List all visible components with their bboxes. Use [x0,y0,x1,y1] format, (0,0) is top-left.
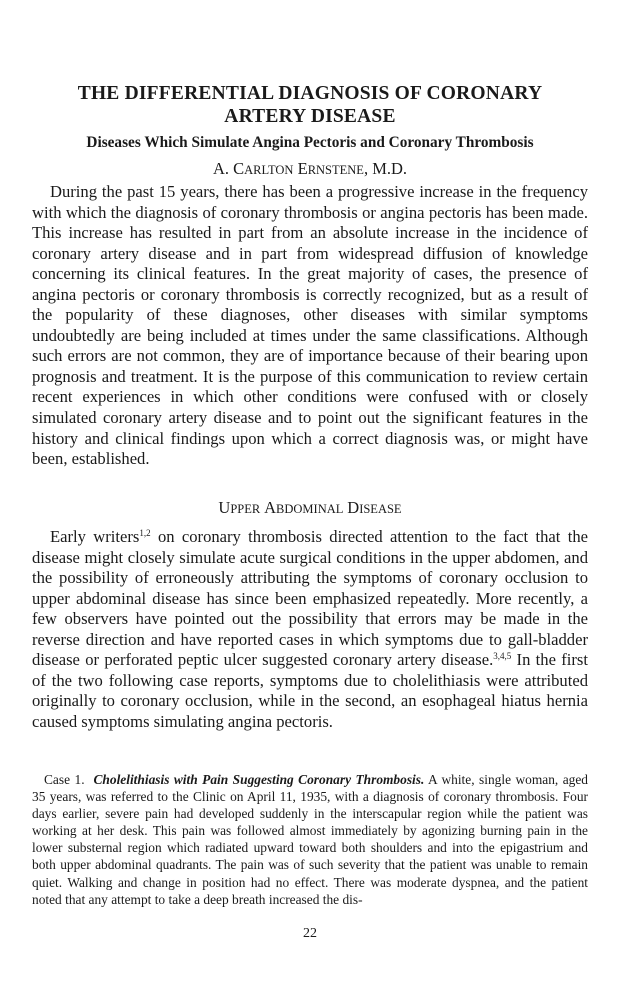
article-title: THE DIFFERENTIAL DIAGNOSIS OF CORONARY ARTERY DISEASE [77,83,543,127]
section-heading [40,497,580,520]
para2-part-a: Early writers [50,527,140,546]
author-degree: , M.D. [363,159,408,178]
heading-word2-rest: BDOMINAL [276,502,344,516]
heading-word1-rest: PPER [230,502,261,516]
heading-word1-cap: U [218,498,231,517]
intro-paragraph: During the past 15 years, there has been a progressive increase in the frequency with which the diagnosis of coronary thrombosis or angina pectoris has been made. This increase has resulted in part from an absolute increase in the incidence of coronary artery disease and in part from widespread diffusion of knowledge concerning its clinical features. In the great majority of cases, the presence of angina pectoris or coronary thrombosis is correctly recognized, but as a result of the popularity of these diagnoses, other diseases with similar symptoms undoubtedly are being included at times under the same classifications. Although such errors are not common, they are of importance because of their bearing upon prognosis and treatment. It is the purpose of this communication to review certain recent experiences in which other conditions were confused with or closely simulated coronary artery disease and to point out the significant features in the history and clinical findings upon which a correct diagnosis was, or might have been, established. [32,182,588,469]
author-last-cap: E [297,159,308,178]
case-1-text: A white, single woman, aged 35 years, was referred to the Clinic on April 11, 1935, with a diagnosis of coronary thrombosis. Four days earlier, severe pain had developed suddenly in the interscapular region while the patient was working at her desk. This pain was followed almost immediately by agonizing burning pain in the lower substernal region which radiated upward toward both shoulders and into the epigastrium and both upper abdominal quadrants. The pain was of such severity that the patient was unable to remain quiet. Walking and change in position had no effect. There was moderate dyspnea, and the patient noted that any attempt to take a deep breath increased the dis- [32,772,588,907]
reference-3-4-5: 3,4,5 [493,651,512,662]
author-first-rest: ARLTON [244,163,294,177]
para2-part-c: In the first of the two following case reports, symptoms due to cholelithiasis were attributed originally to coronary occlusion, while in the second, an esophageal hiatus hernia caused symptoms simulating angina pectoris. [32,650,588,731]
case-1-title: Cholelithiasis with Pain Suggesting Coronary Thrombosis. [93,772,425,787]
para2-part-b: on coronary thrombosis directed attention to the fact that the disease might closely simulate acute surgical conditions in the upper abdomen, and the possibility of erroneously attributing the symptoms of coronary occlusion to upper abdominal disease has since been emphasized repeatedly. More recently, a few observers have pointed out the possibility that errors may be made in the reverse direction and have reported cases in which symptoms due to gall-bladder disease or perforated peptic ulcer suggested coronary artery disease. [32,527,588,670]
author-last-rest: RNSTENE [307,163,364,177]
author-byline [40,158,580,181]
author-initial: A. [212,159,229,178]
heading-word3-cap: D [347,498,360,517]
heading-word3-rest: ISEASE [359,502,402,516]
author-first-cap: C [233,159,245,178]
page-number: 22 [303,926,317,941]
heading-word2-cap: A [264,498,277,517]
upper-abdominal-paragraph [32,527,588,732]
reference-1-2: 1,2 [139,528,151,538]
case-1-report [32,771,588,908]
case-1-label: Case 1. [44,772,85,787]
article-subtitle: Diseases Which Simulate Angina Pectoris and Coronary Thrombosis [86,134,534,151]
